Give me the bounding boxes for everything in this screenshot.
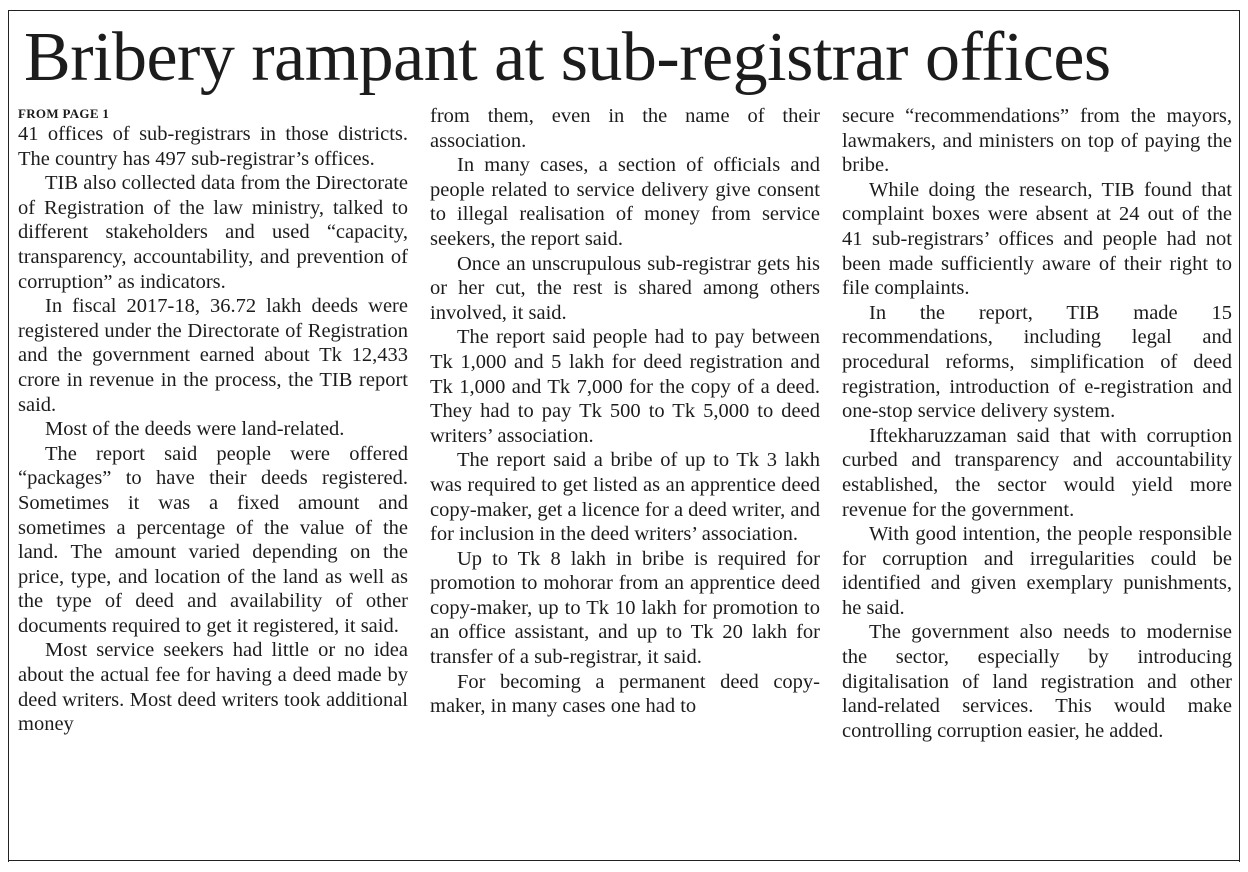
paragraph: from them, even in the name of their association.	[430, 105, 820, 152]
paragraph: The government also needs to modernise the sector, especially by introducing digitalisation of land registration and other land-related services. This would make controlling corruption easier, he added.	[842, 621, 1232, 742]
paragraph: In the report, TIB made 15 recommendations, including legal and procedural reforms, simplification of deed registration, introduction of e-registration and one-stop service delivery system.	[842, 301, 1232, 423]
paragraph: The report said people had to pay between Tk 1,000 and 5 lakh for deed registration and Tk 1,000 and Tk 7,000 for the copy of a deed. They had to pay Tk 500 to Tk 5,000 to deed writers’ association.	[430, 326, 820, 447]
bottom-rule	[8, 860, 1240, 861]
article-column-1	[18, 106, 408, 737]
paragraph: Up to Tk 8 lakh in bribe is required for promotion to mohorar from an apprentice deed copy-maker, up to Tk 10 lakh for promotion to an office assistant, and up to Tk 20 lakh for transfer of a sub-registrar, it said.	[430, 547, 820, 669]
dateline: FROM PAGE 1	[18, 106, 110, 121]
paragraph: Iftekharuzzaman said that with corruption curbed and transparency and accountability established, the sector would yield more revenue for the government.	[842, 424, 1232, 521]
paragraph: TIB also collected data from the Directorate of Registration of the law ministry, talked to different stakeholders and used “capacity, transparency, accountability, and prevention of corruption” as indicators.	[18, 172, 408, 293]
paragraph: Most service seekers had little or no idea about the actual fee for having a deed made by deed writers. Most deed writers took additional money	[18, 639, 408, 736]
paragraph: The report said people were offered “packages” to have their deeds registered. Sometimes it was a fixed amount and sometimes a percentage of the value of the land. The amount varied depending on the price, type, and location of the land as well as the type of deed and availability of other documents required to get it registered, it said.	[18, 442, 408, 637]
paragraph: secure “recommendations” from the mayors, lawmakers, and ministers on top of paying the bribe.	[842, 105, 1232, 177]
paragraph: In fiscal 2017-18, 36.72 lakh deeds were registered under the Directorate of Registration and the government earned about Tk 12,433 crore in revenue in the process, the TIB report said.	[18, 295, 408, 416]
paragraph: Most of the deeds were land-related.	[45, 418, 345, 441]
paragraph: The report said a bribe of up to Tk 3 lakh was required to get listed as an apprentice deed copy-maker, get a licence for a deed writer, and for inclusion in the deed writers’ association.	[430, 449, 820, 546]
paragraph: For becoming a permanent deed copy-maker, in many cases one had to	[430, 670, 820, 718]
article-column-3	[842, 104, 1232, 743]
paragraph: With good intention, the people responsible for corruption and irregularities could be identified and given exemplary punishments, he said.	[842, 523, 1232, 619]
paragraph: While doing the research, TIB found that complaint boxes were absent at 24 out of the 41 sub-registrars’ offices and people had not been made sufficiently aware of their right to file complaints.	[842, 178, 1232, 300]
paragraph: 41 offices of sub-registrars in those districts. The country has 497 sub-registrar’s offices.	[18, 123, 408, 170]
paragraph: Once an unscrupulous sub-registrar gets his or her cut, the rest is shared among others involved, it said.	[430, 252, 820, 324]
paragraph: In many cases, a section of officials and people related to service delivery give consent to illegal realisation of money from service seekers, the report said.	[430, 154, 820, 250]
top-rule	[8, 10, 1240, 11]
article-column-2	[430, 104, 820, 719]
article-headline: Bribery rampant at sub-registrar offices	[24, 19, 1111, 96]
